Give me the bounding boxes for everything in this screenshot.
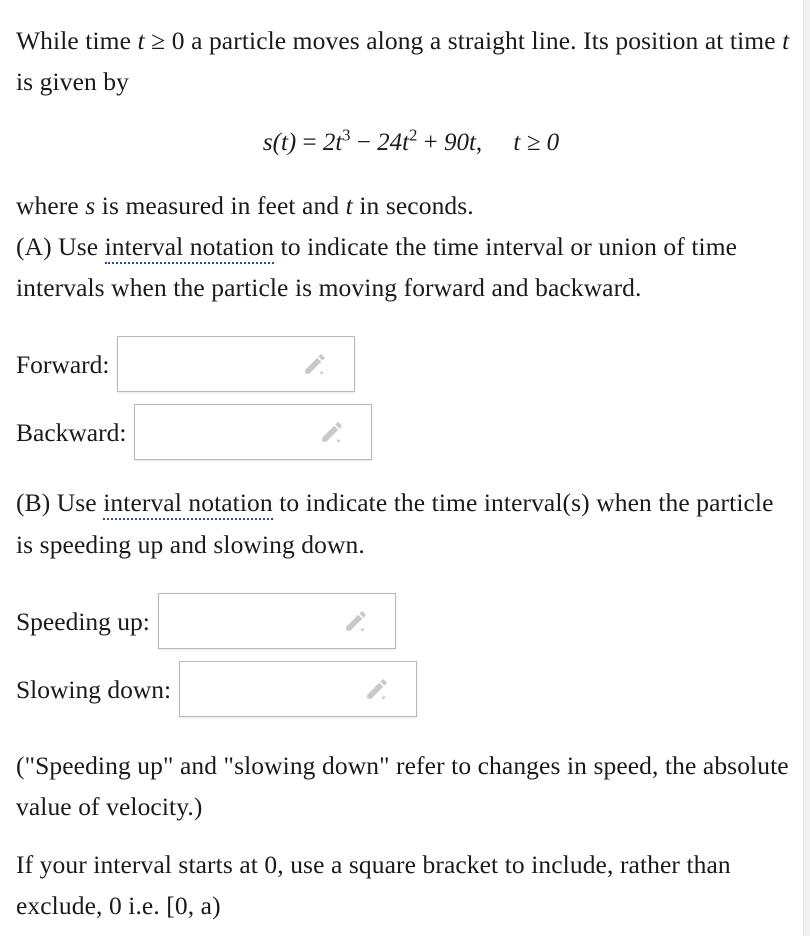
interval-notation-link-a[interactable]: interval notation [105,232,275,264]
interval-notation-link-b[interactable]: interval notation [103,488,273,520]
variable-s: s [85,190,96,220]
where-text-3: in seconds. [359,190,474,220]
part-a-suffix: to indicate the time interval or [280,231,592,261]
speeding-up-answer-input[interactable] [158,593,396,649]
equation-minus: − [356,128,371,156]
part-b-line2: when the particle is speeding up and slowing down. [16,488,774,559]
part-a-question [16,226,796,309]
pencil-icon [364,676,390,702]
equation-lhs: s(t) [262,128,297,156]
equation-term3: 90t [443,128,476,156]
forward-answer-input[interactable] [117,336,355,392]
slowing-down-field-row [16,661,796,717]
equation-comma: , [475,128,483,156]
part-a-line2: union of time intervals when the particle is moving forward [16,231,738,303]
equation-term1-exponent: 3 [342,125,351,145]
bracket-hint [16,844,796,927]
backward-answer-input[interactable] [134,404,372,460]
pencil-icon [319,419,345,445]
equation-term2-exponent: 2 [409,125,418,145]
equation-domain: t ≥ 0 [513,128,560,156]
part-a-line3: and backward. [491,273,642,303]
pencil-icon [302,351,328,377]
speeding-up-field-row [16,593,796,649]
part-b-prefix: (B) Use [16,488,97,518]
part-b-suffix: to indicate the time interval(s) [279,488,590,518]
equation-term2: 24t [377,128,410,156]
intro-text-3: position at time [615,26,776,55]
variable-t-3: t [345,190,353,220]
part-b-question [16,482,796,565]
part-a-prefix: (A) Use [16,231,99,261]
variable-t: t [137,26,145,55]
speed-note-line2: speed, the absolute value of velocity.) [16,751,789,822]
forward-label: Forward: [16,349,110,379]
variable-t-2: t [782,26,790,55]
units-description [16,185,796,226]
intro-text-2: ≥ 0 a particle moves along a straight line. Its [151,26,609,55]
speed-note [16,745,796,828]
intro-text-4: is given by [16,67,130,97]
pencil-icon [343,608,369,634]
equation-term1: 2t [322,128,343,156]
forward-field-row [16,336,796,392]
bracket-hint-line2: rather than exclude, 0 i.e. [0, a) [16,849,731,920]
equation-plus: + [423,128,438,156]
position-equation [16,125,796,157]
equation-equals: = [302,128,317,156]
problem-statement-intro [16,20,796,103]
speeding-up-label: Speeding up: [16,606,150,636]
bracket-hint-line1: If your interval starts at 0, use a square bracket to include, [16,849,614,879]
page-edge-strip [803,0,810,936]
slowing-down-label: Slowing down: [16,674,172,704]
where-text-2: is measured in feet and [101,190,340,220]
slowing-down-answer-input[interactable] [179,661,417,717]
speed-note-line1: ("Speeding up" and "slowing down" refer to changes in [16,751,587,781]
backward-field-row [16,404,796,460]
backward-label: Backward: [16,417,127,447]
intro-text-1: While time [16,26,132,55]
where-text-1: where [16,190,79,220]
